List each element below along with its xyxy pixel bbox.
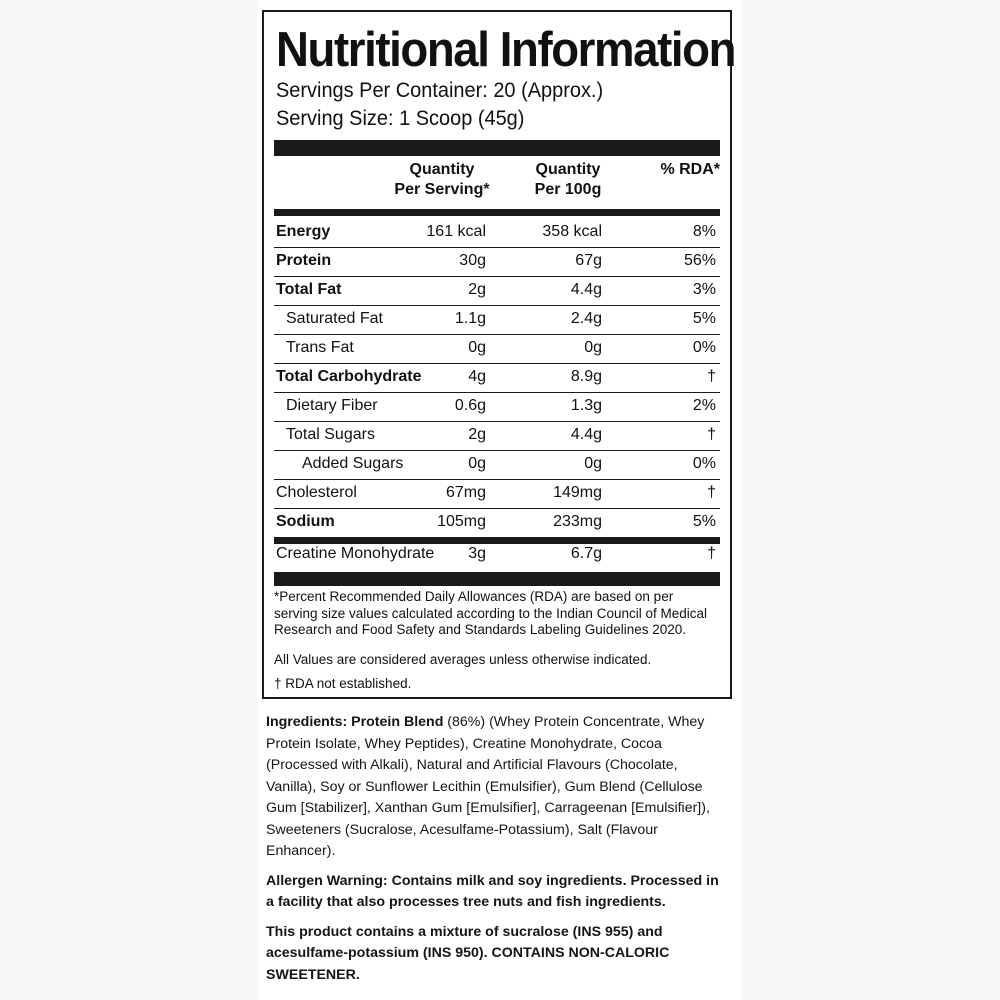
per-100g-value: 1.3g (570, 397, 602, 414)
nutrient-row (274, 276, 720, 304)
nutrient-row (274, 392, 720, 420)
header-divider-bar (274, 209, 720, 216)
per-100g-value: 6.7g (570, 545, 602, 562)
per-serving-value: 0g (468, 455, 486, 472)
per-serving-value: 105mg (437, 513, 486, 530)
header-rda: % RDA* (660, 161, 720, 178)
rda-value: † (707, 426, 716, 443)
per-100g-value: 0g (584, 455, 602, 472)
rda-value: † (707, 484, 716, 501)
ingredients-lead: Ingredients: Protein Blend (266, 714, 444, 730)
nutrient-row (274, 508, 720, 536)
per-serving-value: 1.1g (454, 310, 486, 327)
rda-value: † (707, 545, 716, 562)
nutrient-row (274, 218, 720, 246)
rda-value: 2% (692, 397, 716, 414)
rda-value: 5% (692, 513, 716, 530)
rda-value: 8% (692, 223, 716, 240)
per-serving-value: 2g (468, 426, 486, 443)
nutrient-row (274, 479, 720, 507)
nutrient-name: Total Carbohydrate (276, 368, 422, 385)
top-thick-bar (274, 140, 720, 156)
rda-value: 56% (683, 252, 716, 269)
nutrient-name: Dietary Fiber (286, 397, 378, 414)
nutrient-row (274, 421, 720, 449)
nutrient-row (274, 247, 720, 275)
nutrient-name: Saturated Fat (286, 310, 383, 327)
ingredients-paragraph (266, 712, 728, 863)
per-100g-value: 2.4g (570, 310, 602, 327)
label-title: Nutritional Information (276, 23, 736, 77)
per-serving-value: 161 kcal (426, 223, 486, 240)
nutrient-row (274, 334, 720, 362)
ingredients-section (266, 712, 728, 994)
nutrient-row (274, 450, 720, 478)
per-100g-value: 8.9g (570, 368, 602, 385)
sweetener-notice: This product contains a mixture of sucralose (INS 955) and acesulfame-potassium (INS 950). CONTAINS NON-CALORIC SWEETENER. (266, 923, 670, 983)
per-serving-value: 3g (468, 545, 486, 562)
per-serving-value: 30g (459, 252, 486, 269)
header-per-serving: Quantity Per Serving* (394, 161, 490, 198)
rda-footnote: *Percent Recommended Daily Allowances (RDA) are based on per serving size values calculated according to the Indian Council of Medical Research and Food Safety and Standards Labeling Guidelines 2020. (274, 589, 707, 637)
bottom-thick-bar (274, 572, 720, 586)
per-serving-value: 2g (468, 281, 486, 298)
rda-value: † (707, 368, 716, 385)
per-100g-value: 67g (575, 252, 602, 269)
per-100g-value: 0g (584, 339, 602, 356)
per-serving-value: 67mg (445, 484, 486, 501)
per-serving-value: 0.6g (454, 397, 486, 414)
nutrient-name: Added Sugars (302, 455, 404, 472)
nutrient-name: Total Fat (276, 281, 342, 298)
nutrient-name: Sodium (276, 513, 335, 530)
allergen-warning: Allergen Warning: Contains milk and soy ingredients. Processed in a facility that also processes tree nuts and fish ingredients. (266, 872, 719, 910)
rda-value: 3% (692, 281, 716, 298)
ingredients-text: (86%) (Whey Protein Concentrate, Whey Protein Isolate, Whey Peptides), Creatine Monohydrate, Cocoa (Processed with Alkali), Natural and Artificial Flavours (Chocolate, Vanilla), Soy or Sunflower Lecithin (Emulsifier), Gum Blend (Cellulose Gum [Stabilizer], Xanthan Gum [Emulsifier], Carrageenan [Emulsifier]), Sweeteners (Sucralose, Acesulfame-Potassium), Salt (Flavour Enhancer). (266, 714, 710, 859)
rda-value: 0% (692, 339, 716, 356)
nutrient-name: Total Sugars (286, 426, 375, 443)
per-serving-value: 4g (468, 368, 486, 385)
nutrient-name: Creatine Monohydrate (276, 545, 435, 562)
averages-footnote: All Values are considered averages unless otherwise indicated. (274, 652, 652, 667)
rda-value: 0% (692, 455, 716, 472)
nutrition-facts-panel (262, 10, 736, 699)
nutrient-name: Trans Fat (286, 339, 354, 356)
nutrient-name: Protein (276, 252, 332, 269)
servings-per-container: Servings Per Container: 20 (Approx.) (276, 79, 604, 102)
per-100g-value: 149mg (553, 484, 602, 501)
nutrient-row (274, 363, 720, 391)
per-100g-value: 233mg (553, 513, 602, 530)
header-per-100g: Quantity Per 100g (534, 161, 602, 198)
nutrient-name: Cholesterol (276, 484, 357, 501)
nutrient-row (274, 540, 720, 568)
per-100g-value: 4.4g (570, 281, 602, 298)
per-100g-value: 358 kcal (542, 223, 602, 240)
dagger-footnote: † RDA not established. (274, 676, 412, 691)
rda-value: 5% (692, 310, 716, 327)
per-100g-value: 4.4g (570, 426, 602, 443)
nutrient-name: Energy (276, 223, 331, 240)
per-serving-value: 0g (468, 339, 486, 356)
nutrient-row (274, 305, 720, 333)
serving-size: Serving Size: 1 Scoop (45g) (276, 107, 525, 130)
